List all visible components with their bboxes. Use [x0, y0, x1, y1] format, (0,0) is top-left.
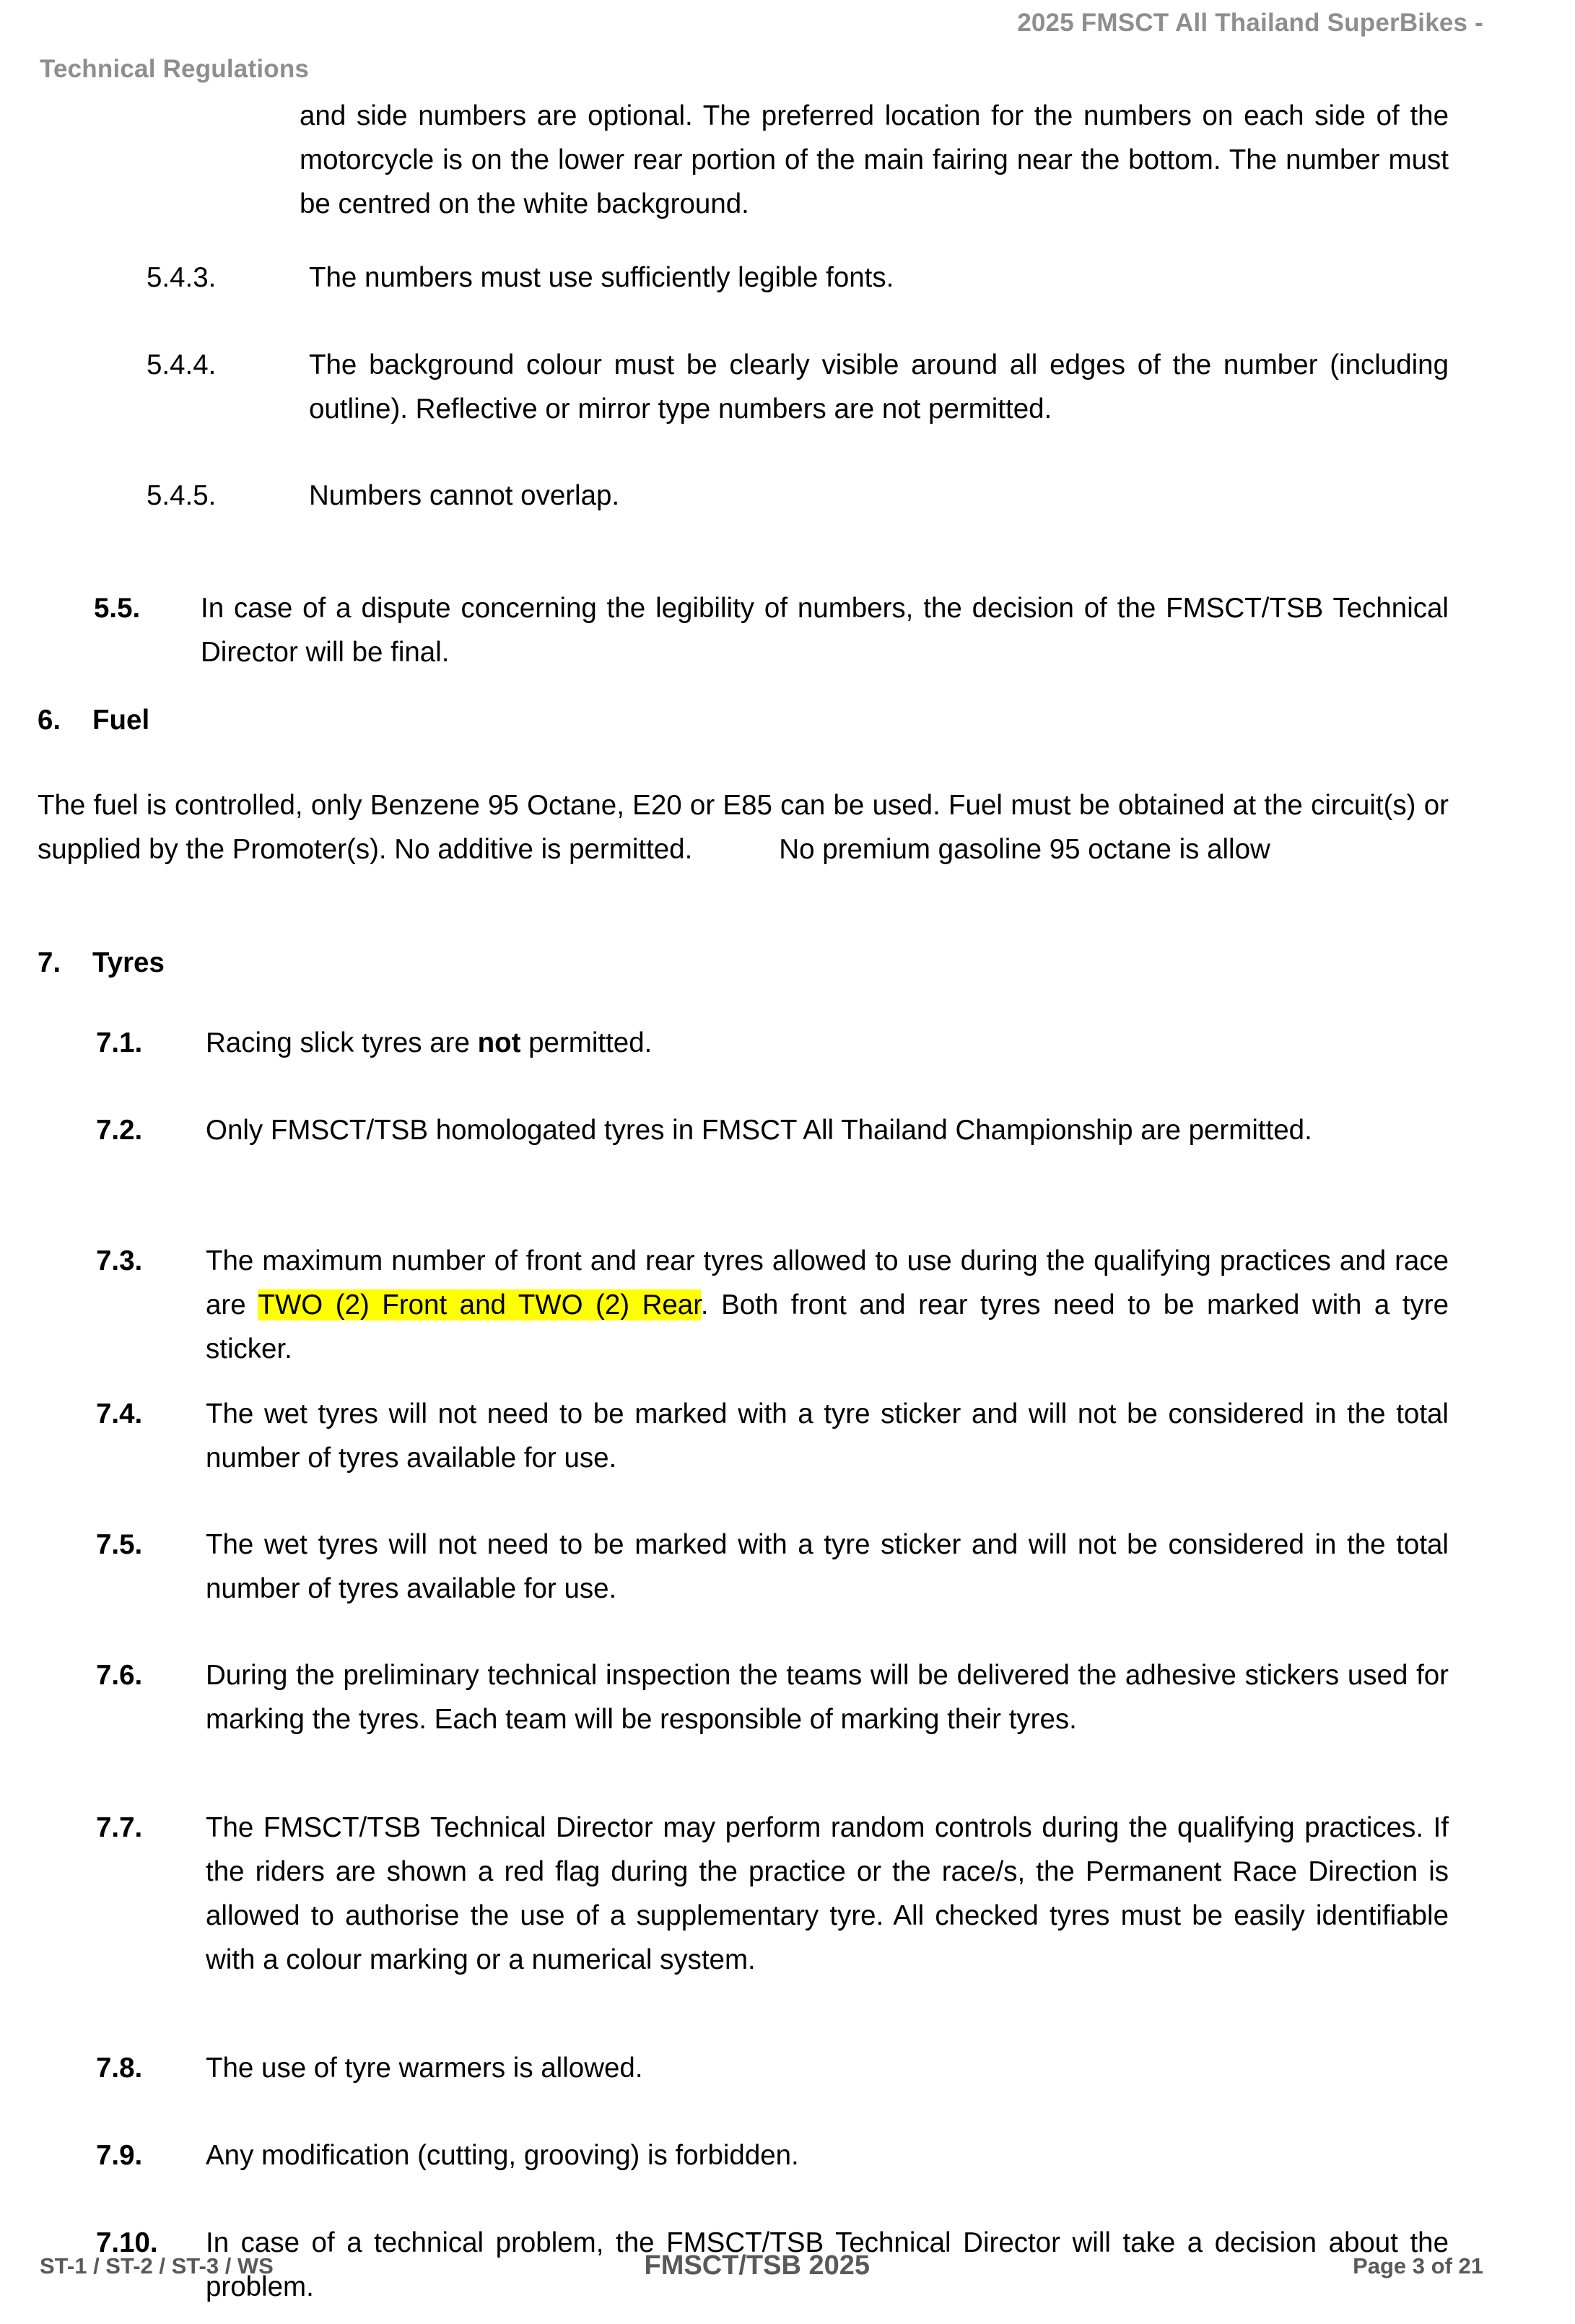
list-item-text: In case of a dispute concerning the legibility of numbers, the decision of the FMSCT/TSB Technical Director will be final.	[201, 593, 1449, 668]
list-item-7-3	[96, 1239, 1449, 1371]
list-item-number: 7.3.	[96, 1245, 143, 1276]
list-item-5-4-4	[147, 343, 1449, 431]
list-item-number: 7.1.	[96, 1027, 143, 1058]
list-item-number: 5.4.4.	[147, 349, 217, 380]
list-item-number: 7.7.	[96, 1812, 143, 1843]
list-item-number: 7.5.	[96, 1529, 143, 1560]
list-item-text: Numbers cannot overlap.	[309, 480, 620, 511]
section-number: 7.	[38, 947, 61, 978]
list-item-7-2	[96, 1108, 1449, 1152]
list-item-5-5	[94, 586, 1449, 674]
paragraph-fuel-part1: The fuel is controlled, only Benzene 95 Octane, E20 or E85 can be used. Fuel must be obtained at the circuit(s) or supplied by the Promoter(s). No additive is permitted.	[38, 790, 1449, 865]
highlighted-text: TWO (2) Front and TWO (2) Rear	[258, 1289, 701, 1320]
section-title: Fuel	[92, 705, 150, 736]
list-item-text: During the preliminary technical inspection the teams will be delivered the adhesive stickers used for marking the tyres. Each team will be responsible of marking their tyres.	[206, 1660, 1449, 1735]
list-item-number: 7.9.	[96, 2140, 143, 2171]
list-item-text-after: permitted.	[520, 1027, 653, 1058]
paragraph-fuel-part2: No premium gasoline 95 octane is allow	[779, 834, 1270, 865]
list-item-number: 5.4.5.	[147, 480, 217, 511]
list-item-number: 5.4.3.	[147, 262, 217, 293]
list-item-7-4	[96, 1392, 1449, 1480]
list-item-7-6	[96, 1653, 1449, 1741]
page-footer	[40, 2250, 1483, 2286]
list-item-number: 7.4.	[96, 1398, 143, 1429]
list-item-text: Only FMSCT/TSB homologated tyres in FMSCT All Thailand Championship are permitted.	[206, 1115, 1312, 1146]
page-header	[40, 9, 1483, 88]
list-item-number: 7.6.	[96, 1660, 143, 1691]
list-item-text	[206, 1021, 1449, 1065]
list-item-text: The use of tyre warmers is allowed.	[206, 2053, 643, 2084]
list-item-7-1	[96, 1021, 1449, 1065]
footer-class-codes: ST-1 / ST-2 / ST-3 / WS	[40, 2253, 274, 2279]
list-item-text-before: Racing slick tyres are	[206, 1027, 478, 1058]
list-item-text: The FMSCT/TSB Technical Director may perform random controls during the qualifying practices. If the riders are shown a red flag during the practice or the race/s, the Permanent Race Direction is allowed to authorise the use of a supplementary tyre. All checked tyres must be easily identifiable with a colour marking or a numerical system.	[206, 1812, 1449, 1975]
list-item-7-7	[96, 1806, 1449, 1982]
list-item-number: 7.8.	[96, 2053, 143, 2084]
list-item-7-9	[96, 2133, 1449, 2177]
list-item-number: 7.10.	[96, 2227, 158, 2258]
list-item-5-4-3	[147, 256, 1449, 300]
footer-organisation: FMSCT/TSB 2025	[644, 2250, 871, 2281]
list-item-7-5	[96, 1523, 1449, 1611]
list-item-number: 5.5.	[94, 593, 141, 624]
list-item-text: The wet tyres will not need to be marked with a tyre sticker and will not be considered in the total number of tyres available for use.	[206, 1398, 1449, 1474]
header-document-title: 2025 FMSCT All Thailand SuperBikes -	[1017, 9, 1483, 37]
list-item-text: The numbers must use sufficiently legible fonts.	[309, 262, 894, 293]
list-item-7-8	[96, 2046, 1449, 2090]
list-item-text	[206, 1239, 1449, 1371]
list-item-text-before: The maximum number of front and rear tyres allowed to use during the qualifying practices and race are	[206, 1245, 1449, 1320]
paragraph-fuel	[38, 783, 1449, 871]
section-title: Tyres	[92, 947, 165, 978]
list-item-text-emphasis: not	[477, 1027, 521, 1058]
list-item-text: Any modification (cutting, grooving) is forbidden.	[206, 2140, 799, 2171]
list-item-text: The wet tyres will not need to be marked with a tyre sticker and will not be considered in the total number of tyres available for use.	[206, 1529, 1449, 1604]
footer-page-number: Page 3 of 21	[1353, 2253, 1483, 2279]
list-item-5-4-5	[147, 474, 1449, 518]
list-item-text-after: . Both front and rear tyres need to be marked with a tyre sticker.	[206, 1289, 1449, 1365]
paragraph-continuation-5-4-2: and side numbers are optional. The preferred location for the numbers on each side of the motorcycle is on the lower rear portion of the main fairing near the bottom. The number must be centred on the white background.	[300, 100, 1449, 219]
list-item-number: 7.2.	[96, 1115, 143, 1146]
section-number: 6.	[38, 705, 61, 736]
list-item-text: In case of a technical problem, the FMSCT/TSB Technical Director will take a decision about the problem.	[206, 2227, 1449, 2302]
header-section-title: Technical Regulations	[40, 55, 310, 83]
list-item-text: The background colour must be clearly visible around all edges of the number (including outline). Reflective or mirror type numbers are not permitted.	[309, 349, 1449, 425]
